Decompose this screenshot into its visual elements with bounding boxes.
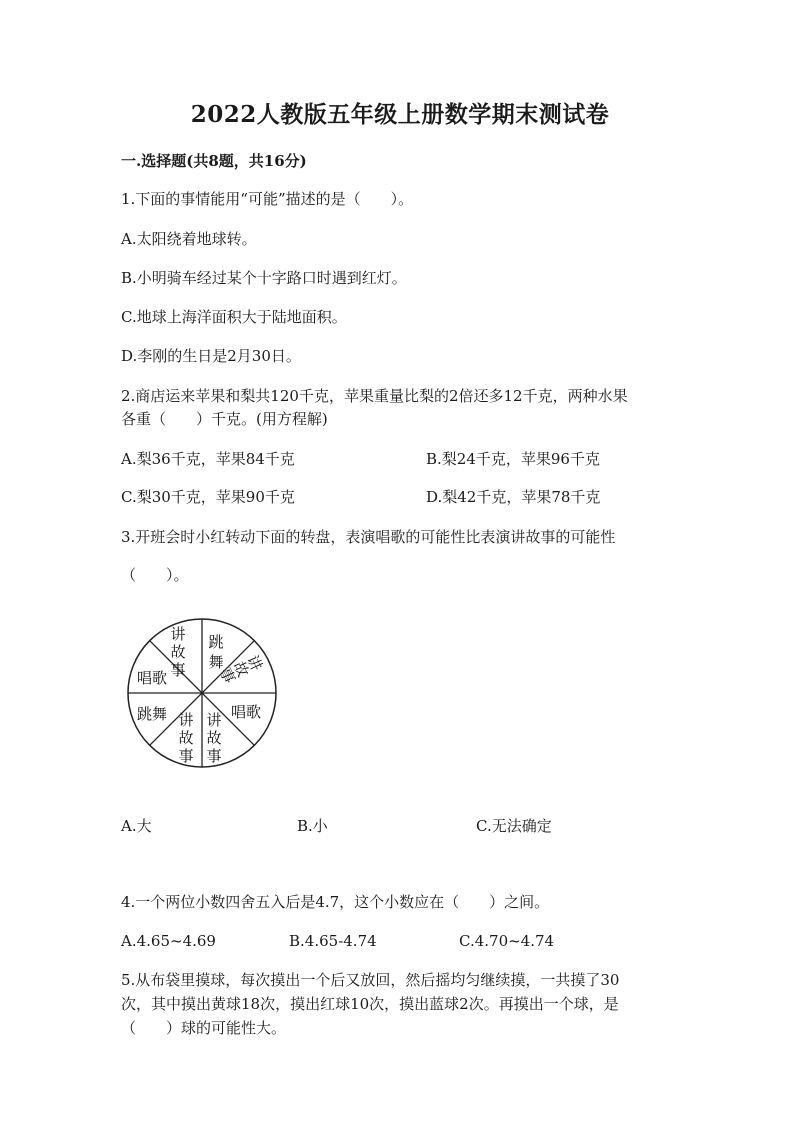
q2-stem-line1: 2.商店运来苹果和梨共120千克，苹果重量比梨的2倍还多12千克，两种水果 bbox=[121, 387, 628, 405]
wheel-label-top-left-2: 故 bbox=[170, 643, 186, 661]
wheel-label-right-upper-1: 讲 bbox=[243, 652, 266, 674]
q2-option-b: B.梨24千克，苹果96千克 bbox=[426, 450, 600, 468]
wheel-label-bottom-right-2: 故 bbox=[206, 729, 222, 747]
q2-option-c: C.梨30千克，苹果90千克 bbox=[121, 488, 295, 506]
q1-stem: 1.下面的事情能用“可能”描述的是（ ）。 bbox=[121, 190, 414, 208]
q5-stem-line3: （ ）球的可能性大。 bbox=[121, 1019, 287, 1037]
spinner-wheel bbox=[126, 617, 278, 769]
page-title: 2022人教版五年级上册数学期末测试卷 bbox=[190, 101, 610, 128]
wheel-label-bottom-right-3: 事 bbox=[206, 747, 222, 765]
q1-option-d: D.李刚的生日是2月30日。 bbox=[121, 347, 301, 365]
wheel-label-left-upper: 唱歌 bbox=[136, 669, 168, 687]
q4-option-c: C.4.70~4.74 bbox=[459, 932, 555, 950]
q3-option-c: C.无法确定 bbox=[476, 817, 552, 835]
q2-stem-line2: 各重（ ）千克。(用方程解) bbox=[121, 410, 328, 428]
wheel-label-bottom-left-1: 讲 bbox=[178, 711, 194, 729]
wheel-label-right-upper-3: 事 bbox=[216, 664, 239, 687]
q1-option-c: C.地球上海洋面积大于陆地面积。 bbox=[121, 308, 347, 326]
q1-option-b: B.小明骑车经过某个十字路口时遇到红灯。 bbox=[121, 269, 407, 287]
q1-option-a: A.太阳绕着地球转。 bbox=[121, 230, 257, 248]
q5-stem-line2: 次，其中摸出黄球18次，摸出红球10次，摸出蓝球2次。再摸出一个球，是 bbox=[121, 995, 619, 1013]
wheel-label-bottom-right-1: 讲 bbox=[206, 711, 222, 729]
section-heading: 一.选择题(共8题，共16分) bbox=[121, 152, 307, 170]
q2-option-d: D.梨42千克，苹果78千克 bbox=[426, 488, 601, 506]
q3-option-a: A.大 bbox=[121, 817, 152, 835]
q2-option-a: A.梨36千克，苹果84千克 bbox=[121, 450, 295, 468]
wheel-label-bottom-left-3: 事 bbox=[178, 747, 194, 765]
q3-stem-line2: （ ）。 bbox=[121, 566, 189, 584]
q3-stem-line1: 3.开班会时小红转动下面的转盘，表演唱歌的可能性比表演讲故事的可能性 bbox=[121, 528, 616, 546]
q5-stem-line1: 5.从布袋里摸球，每次摸出一个后又放回，然后摇均匀继续摸，一共摸了30 bbox=[121, 971, 620, 989]
wheel-label-bottom-left-2: 故 bbox=[178, 729, 194, 747]
wheel-label-top-right-2: 舞 bbox=[208, 653, 224, 671]
q3-option-b: B.小 bbox=[297, 817, 328, 835]
wheel-label-right-upper-2: 故 bbox=[229, 658, 253, 680]
wheel-label-top-left-3: 事 bbox=[170, 661, 186, 679]
q4-option-a: A.4.65~4.69 bbox=[121, 932, 216, 950]
q4-stem: 4.一个两位小数四舍五入后是4.7，这个小数应在（ ）之间。 bbox=[121, 893, 550, 911]
wheel-label-top-left-1: 讲 bbox=[170, 625, 186, 643]
wheel-label-right-lower: 唱歌 bbox=[230, 703, 262, 721]
wheel-label-left-lower: 跳舞 bbox=[136, 705, 168, 723]
wheel-label-top-right-1: 跳 bbox=[208, 633, 224, 651]
q4-option-b: B.4.65-4.74 bbox=[289, 932, 377, 950]
